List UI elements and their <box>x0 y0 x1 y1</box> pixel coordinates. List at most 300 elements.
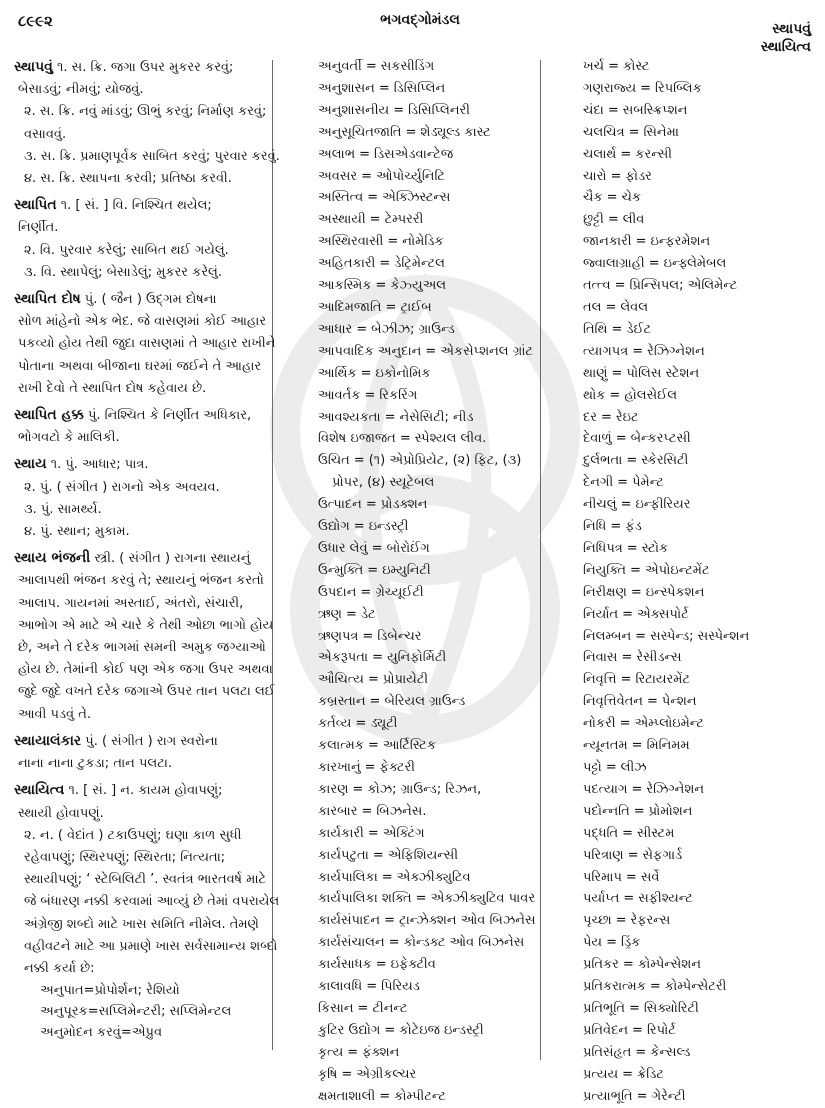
right-column <box>583 56 821 1108</box>
term-gujarati: આવશ્યકતા <box>318 409 381 425</box>
glossary-row <box>318 757 566 779</box>
term-gujarati: દુર્લભતા <box>583 453 623 469</box>
term-english-transliteration: એમ્પ્લોઇમેન્ટ <box>634 716 704 732</box>
equals-sign: = <box>347 1044 359 1060</box>
term-gujarati: પર્યાપ્ત <box>583 891 620 907</box>
term-english-transliteration: બોરોઈંગ <box>386 540 430 556</box>
term-english-transliteration: સસ્પેન્ડ; સસ્પેન્શન <box>650 628 750 644</box>
entry-sense: ૪. સ. ક્રિ. સ્થાપના કરવી; પ્રતિષ્ઠા કરવી. <box>24 171 232 187</box>
term-english-transliteration: કરન્સી <box>635 146 672 162</box>
equals-sign: = <box>367 190 379 206</box>
equals-sign: = <box>630 562 641 578</box>
term-gujarati: ઉદ્યોગ <box>318 519 350 535</box>
equals-sign: = <box>611 321 623 337</box>
glossary-row <box>583 604 821 626</box>
term-english-transliteration: એફિશિયન્સી <box>387 847 459 863</box>
term-gujarati: દર <box>583 409 597 425</box>
term-gujarati: પ્રતિભૂતિ <box>583 1000 625 1016</box>
equals-sign: = <box>611 365 623 381</box>
term-gujarati: અસ્થાયી <box>318 212 366 228</box>
running-title: ભગવદ્ગોમંડલ <box>380 12 460 28</box>
equals-sign: = <box>620 497 632 513</box>
term-english-transliteration: પિરિયડ <box>381 979 420 995</box>
glossary-row <box>318 976 566 998</box>
entry-first-line <box>14 453 282 476</box>
term-english-transliteration: કેઝ્યુઅલ <box>390 278 447 294</box>
term-gujarati: થોક <box>583 387 606 403</box>
glossary-row <box>583 713 821 735</box>
term-gujarati: પ્રતિવેદન <box>583 1022 629 1038</box>
term-english-transliteration: પ્રોડક્શન <box>380 497 428 513</box>
term-gujarati: અનુશાસન <box>318 80 375 96</box>
equals-sign: = <box>632 1022 643 1038</box>
term-gujarati: ઋણપત્ર <box>318 628 359 644</box>
glossary-row <box>583 998 821 1020</box>
equals-sign: = <box>601 409 612 425</box>
term-english-transliteration: કોમ્પીટન્ટ <box>394 1088 446 1104</box>
glossary-row <box>583 910 821 932</box>
term-gujarati: નિયુક્તિ <box>583 562 627 578</box>
glossary-row <box>583 209 821 231</box>
entry-first-line <box>14 404 282 427</box>
term-gujarati: અહિતકારી <box>318 256 376 272</box>
equals-sign: = <box>379 1088 391 1104</box>
equals-sign: = <box>399 431 411 447</box>
equals-sign: = <box>120 1025 132 1041</box>
entry-definition-cont: આલાપથી ભંજન કરવું તે; સ્થાયનું ભંજન કરતો આલાપ. ગાયનમાં અસ્તાઈ, અંતરો, સંચારી, આભોગ એ માટે એ ચારે કે તેથી ઓછા ભાગો હોય છે, અને તે દરેક ભાગમાં સમની અમુક જગ્યાઓ હોય છે. તેમાંની કોઈ પણ એક જગા ઉપર અથવા જુદે જુદે વખતે દરેક જગાએ ઉપર તાન પલટા લઈ આવી પડવું તે. <box>18 573 275 722</box>
term-english-transliteration: કોટેઇજ ઇન્ડસ્ટ્રી <box>399 1022 484 1038</box>
glossary-row <box>318 122 566 144</box>
glossary-row <box>583 647 821 669</box>
glossary-row <box>318 626 566 648</box>
term-english-transliteration: સર્વે <box>640 869 660 885</box>
equals-sign: = <box>388 935 400 951</box>
term-gujarati: દેવાળું <box>583 431 612 447</box>
term-english-transliteration: ડેઈટ <box>626 321 652 337</box>
entry-sense: ૨. ન. ( વેદાંત ) ટકાઉપણું; ઘણા કાળ સુધી રહેવાપણું; સ્થિરપણું; સ્થિરતા; નિત્યતા; સ્થાયીપણું; ‘ સ્ટેબિલિટી ’. સ્વતંત્ર ભારતવર્ષ માટે જે બંધારણ નક્કી કરવામાં આવ્યું છે તેમાં વપરાયેલ અંગ્રેજી શબ્દો માટે ખાસ સમિતિ નીમેલ. તેમણે વહીવટને માટે આ પ્રમાણે ખાસ સર્વસામાન્ય શબ્દો નક્કી કર્યા છે: <box>24 827 280 976</box>
middle-column <box>318 56 566 1108</box>
entry-definition: ૧. સ. ક્રિ. જગા ઉપર મુકરર કરવું; <box>57 60 234 75</box>
term-english-transliteration: ઇકોનોમિક <box>375 365 431 381</box>
term-gujarati: ખર્ચ <box>583 59 605 74</box>
term-gujarati: પ્રતિસંહૃત <box>583 1044 632 1060</box>
glossary-row <box>583 867 821 889</box>
term-english-transliteration: રેઇટ <box>615 409 639 425</box>
term-gujarati: ઉન્મુક્તિ <box>318 562 364 578</box>
term-gujarati: ક્ષમતાશાલી <box>318 1088 376 1104</box>
term-gujarati: કલાત્મક <box>318 738 364 754</box>
glossary-row <box>583 932 821 954</box>
term-gujarati: કૃત્ય <box>318 1044 344 1060</box>
entry-headword: સ્થાપવું <box>14 59 53 75</box>
term-english-transliteration: એક્સપોર્ટ <box>636 606 689 622</box>
term-equivalent <box>14 1022 282 1043</box>
glossary-row <box>318 691 566 713</box>
glossary-row <box>318 888 566 910</box>
term-english-transliteration: રેઝિગ્નેશન <box>647 343 705 359</box>
equals-sign: = <box>648 256 660 272</box>
glossary-row <box>583 823 821 845</box>
glossary-row <box>318 56 566 78</box>
term-gujarati: નિવૃત્તિવેતન <box>583 694 643 710</box>
entry-first-line <box>14 547 282 570</box>
term-gujarati: કર્તવ્ય <box>318 716 352 732</box>
term-gujarati: ઉધાર લેવું <box>318 540 368 556</box>
equals-sign: = <box>367 738 379 754</box>
term-english-transliteration: ઇફેક્ટીવ <box>390 957 436 973</box>
term-english-transliteration: કોમ્પેન્સેટરી <box>664 979 727 995</box>
equals-sign: = <box>647 694 658 710</box>
term-english-transliteration: સ્ટોક <box>641 540 669 556</box>
term-english-transliteration: કોસ્ટ <box>623 59 650 74</box>
glossary-row <box>583 494 821 516</box>
glossary-row <box>583 976 821 998</box>
equals-sign: = <box>372 650 383 666</box>
term-gujarati: કાર્યસાધક <box>318 957 372 973</box>
term-gujarati: આધાર <box>318 321 353 337</box>
equals-sign: = <box>353 519 365 535</box>
term-gujarati: ત્યાગપત્ર <box>583 343 629 359</box>
term-english-transliteration: ટ્રાન્ઝેક્શન ઓવ બિઝનેસ <box>399 913 536 929</box>
glossary-row <box>583 363 821 385</box>
term-gujarati: પ્રતિકર <box>583 957 619 973</box>
equals-sign: = <box>617 475 629 491</box>
glossary-row <box>583 538 821 560</box>
term-english-transliteration: ડ્યૂટી <box>370 716 398 732</box>
entry-headword: સ્થાય <box>14 456 47 473</box>
term-english-transliteration: નેસેસિટી; નીડ <box>399 409 474 425</box>
term-english-transliteration: સ્પેશ્યલ લીવ. <box>414 431 487 447</box>
glossary-row <box>583 56 821 78</box>
glossary-row <box>583 472 821 494</box>
term-gujarati: નિલમ્બન <box>583 628 632 644</box>
equals-sign: = <box>375 957 387 973</box>
equals-sign: = <box>622 957 634 973</box>
equals-sign: = <box>345 606 357 622</box>
dictionary-entry <box>14 453 282 543</box>
equals-sign: = <box>627 847 639 863</box>
term-gujarati: આપવાદિક અનુદાન <box>318 343 422 359</box>
term-english-transliteration: લેવલ <box>620 299 649 315</box>
term-gujarati: ઉચિત <box>318 453 350 469</box>
term-gujarati: ન્યૂનતમ <box>583 738 628 754</box>
term-gujarati: ચારો <box>583 168 607 184</box>
term-gujarati: પરિમાપ <box>583 869 622 885</box>
term-english-transliteration: સપ્લિમેન્ટરી; સપ્લિમેન્ટલ <box>98 1004 232 1020</box>
equals-sign: = <box>609 387 621 403</box>
entry-headword: સ્થાપિત હક્ક <box>14 407 84 424</box>
glossary-row <box>318 647 566 669</box>
glossary-row <box>318 166 566 188</box>
term-gujarati: ઉપદાન <box>318 584 357 600</box>
term-gujarati: અસ્તિત્વ <box>318 190 364 206</box>
term-gujarati: નિવાસ <box>583 650 618 666</box>
term-gujarati: ઔચિત્ય <box>318 672 364 688</box>
equals-sign: = <box>625 869 637 885</box>
glossary-row <box>318 1042 566 1064</box>
term-english-transliteration: ચેક <box>621 190 642 206</box>
term-gujarati: કાલાવધિ <box>318 979 363 995</box>
entry-first-line <box>14 730 282 753</box>
term-gujarati: નોકરી <box>583 716 616 732</box>
equals-sign: = <box>635 628 647 644</box>
term-gujarati: એકરૂપતા <box>318 650 369 666</box>
equals-sign: = <box>87 1004 99 1020</box>
entry-headword: સ્થાયાલંકાર <box>14 732 82 749</box>
equals-sign: = <box>610 168 622 184</box>
term-gujarati: ચલચિત્ર <box>583 124 625 140</box>
term-gujarati: જાનકારી <box>583 234 632 250</box>
equals-sign: = <box>635 234 647 250</box>
equals-sign: = <box>361 168 372 184</box>
glossary-row <box>583 319 821 341</box>
term-gujarati: પ્રત્યય <box>583 1066 619 1082</box>
term-gujarati: નિરીક્ષણ <box>583 584 627 600</box>
term-english-transliteration: ઇન્ફ્લેમેબલ <box>663 256 727 272</box>
term-gujarati: નિધિ <box>583 519 607 535</box>
term-gujarati: કાર્યપટુતા <box>318 847 369 863</box>
term-english-transliteration: ડિસએડવાન્ટેજ <box>374 146 454 162</box>
term-gujarati: કાર્યપાલિકા શક્તિ <box>318 891 412 907</box>
equals-sign: = <box>385 299 397 315</box>
term-gujarati: અવસર <box>318 168 358 184</box>
term-english-transliteration: રિકરિંગ <box>379 387 418 403</box>
equals-sign: = <box>628 1000 640 1016</box>
entry-definition: સ્ત્રી. ( સંગીત ) રાગના સ્થાયનું <box>94 551 251 567</box>
glossary-row <box>318 78 566 100</box>
term-gujarati: અનુપૂરક <box>40 1004 88 1020</box>
term-gujarati: થાણું <box>583 365 608 381</box>
entry-definition-cont: નાના નાના ટુકડા; તાન પલટા. <box>18 756 173 772</box>
entry-definition: પું. ( જૈન ) ઉદ્ગમ દોષના <box>84 292 217 308</box>
term-gujarati: કાર્યસંપાદન <box>318 913 381 929</box>
equals-sign: = <box>649 979 661 995</box>
glossary-row <box>583 1064 821 1086</box>
term-english-transliteration: ડેટ <box>360 606 376 622</box>
equals-sign: = <box>362 628 374 644</box>
glossary-row <box>318 1064 566 1086</box>
equals-sign: = <box>615 913 627 929</box>
term-gujarati: કબ્રસ્તાન <box>318 694 366 710</box>
glossary-row <box>318 998 566 1020</box>
term-gujarati: ઋણ <box>318 606 342 622</box>
equals-sign: = <box>357 1000 369 1016</box>
page-header <box>0 8 825 56</box>
equals-sign: = <box>640 80 652 96</box>
term-english-transliteration: રિપબ્લિક <box>655 80 702 96</box>
term-english-transliteration: ટ્રાઈબ <box>400 299 432 315</box>
equals-sign: = <box>606 190 618 206</box>
term-english-transliteration: એક્ઝીક્યુટિવ પાવર <box>430 891 536 907</box>
term-english-transliteration: એગ્રીકલ્ચર <box>356 1066 417 1082</box>
glossary-row <box>318 231 566 253</box>
term-gujarati: કાર્યસંચાલન <box>318 935 385 951</box>
term-gujarati: નીચલું <box>583 497 617 513</box>
term-english-transliteration: ટીનન્ટ <box>372 1000 408 1016</box>
glossary-row <box>583 735 821 757</box>
term-english-transliteration: ડિબેન્ચર <box>377 628 422 644</box>
term-english-transliteration: બિઝનેસ. <box>376 803 427 819</box>
term-english-transliteration: ડ્રિંક <box>621 935 641 951</box>
equals-sign: = <box>369 694 381 710</box>
dictionary-entry <box>14 779 282 1043</box>
equals-sign: = <box>621 650 633 666</box>
glossary-row <box>583 516 821 538</box>
glossary-row <box>318 669 566 691</box>
term-gujarati: તલ <box>583 299 602 315</box>
entry-headword: સ્થાય ભંજની <box>14 550 91 567</box>
glossary-row <box>583 122 821 144</box>
term-gujarati: કુટિર ઉદ્યોગ <box>318 1022 381 1038</box>
term-gujarati: તિથિ <box>583 321 608 337</box>
glossary-row <box>583 407 821 429</box>
equals-sign: = <box>369 212 381 228</box>
entry-sense: ૩. સ. ક્રિ. પ્રમાણપૂર્વક સાબિત કરવું; પુરવાર કરવું. <box>24 148 280 164</box>
term-gujarati: કારખાનું <box>318 760 361 775</box>
term-english-transliteration: ઇમ્યુનિટી <box>382 562 431 578</box>
entry-first-line <box>14 194 282 217</box>
term-english-transliteration: એક્ઝીક્યુટિવ <box>396 869 471 885</box>
term-english-transliteration: ડિસિપ્લિનરી <box>408 102 470 118</box>
glossary-row <box>583 669 821 691</box>
term-english-transliteration: એકસેપ્શનલ ગ્રાંટ <box>440 343 533 359</box>
term-english-transliteration: એપ્રુવ <box>131 1025 163 1041</box>
term-gujarati: ચૈક <box>583 190 603 206</box>
glossary-row <box>318 516 566 538</box>
equals-sign: = <box>605 760 617 775</box>
term-gujarati: નિવૃત્તિ <box>583 672 617 688</box>
glossary-row <box>318 801 566 823</box>
guide-word-last: સ્થાયિત્વ <box>760 39 811 55</box>
term-gujarati: કારબાર <box>318 803 358 819</box>
glossary-row <box>318 144 566 166</box>
term-equivalent <box>14 1001 282 1022</box>
glossary-row <box>583 341 821 363</box>
glossary-row <box>583 691 821 713</box>
glossary-row <box>318 604 566 626</box>
entry-definition: ૧. પું. આધાર; પાત્ર. <box>50 457 149 473</box>
entry-sense: ૨. સ. ક્રિ. નવું માંડવું; ઊભું કરવું; નિર્માણ કરવું; વસાવવું. <box>24 104 267 142</box>
entry-definition-cont: નિર્ણીત. <box>18 220 59 236</box>
term-gujarati: પ્રતિકરાત્મક <box>583 979 646 995</box>
equals-sign: = <box>622 606 633 622</box>
glossary-row <box>318 582 566 604</box>
equals-sign: = <box>631 781 643 797</box>
entry-first-line <box>14 779 282 802</box>
entry-definition: પું. ( સંગીત ) રાગ સ્વરોના <box>85 733 218 749</box>
term-gujarati: તત્ત્વ <box>583 278 611 294</box>
term-gujarati: નિધિપત્ર <box>583 540 623 556</box>
equals-sign: = <box>633 803 645 819</box>
glossary-row <box>318 385 566 407</box>
equals-sign: = <box>610 519 622 535</box>
guide-words <box>761 20 811 56</box>
entry-headword: સ્થાપિત <box>14 197 57 214</box>
term-gujarati: ગણરાજ્ય <box>583 80 637 96</box>
glossary-row <box>583 845 821 867</box>
glossary-row <box>583 428 821 450</box>
equals-sign: = <box>365 59 377 74</box>
equals-sign: = <box>605 299 617 315</box>
entry-definition: ૧. [ સં. ] વિ. નિશ્ચિત થયેલ; <box>60 198 212 214</box>
glossary-row <box>318 494 566 516</box>
glossary-row <box>318 713 566 735</box>
equals-sign: = <box>387 234 399 250</box>
term-gujarati: કૃષિ <box>318 1066 338 1082</box>
entry-definition-cont: સ્થાયી હોવાપણું. <box>18 805 104 821</box>
glossary-row <box>318 954 566 976</box>
equals-sign: = <box>372 847 384 863</box>
glossary-row <box>583 187 821 209</box>
glossary-row <box>583 582 821 604</box>
term-english-transliteration: રિટાયરમેંટ <box>635 672 691 688</box>
glossary-row <box>318 735 566 757</box>
glossary-row <box>318 845 566 867</box>
term-equivalent <box>14 980 282 1001</box>
glossary-row <box>318 779 566 801</box>
glossary-row <box>583 757 821 779</box>
glossary-row <box>583 231 821 253</box>
term-english-transliteration: સકસીડિંગ <box>380 59 435 74</box>
term-english-transliteration: ઓપોર્ચ્યુનિટિ <box>375 168 445 184</box>
equals-sign: = <box>355 716 367 732</box>
equals-sign: = <box>367 825 379 841</box>
equals-sign: = <box>352 781 364 797</box>
glossary-row <box>318 910 566 932</box>
equals-sign: = <box>425 343 437 359</box>
glossary-row <box>318 363 566 385</box>
term-english-transliteration: પ્રોમોશન <box>648 803 693 819</box>
term-gujarati: પદોન્નતિ <box>583 803 630 819</box>
term-english-transliteration: ડેટ્રિમેન્ટલ <box>394 256 445 272</box>
equals-sign: = <box>620 672 632 688</box>
term-english-transliteration: (૧) એપ્રોપ્રિયેટ, (૨) ફિટ, (૩) <box>368 453 522 469</box>
term-english-transliteration: સીસ્ટમ <box>636 825 675 841</box>
glossary-row <box>318 407 566 429</box>
equals-sign: = <box>360 584 372 600</box>
equals-sign: = <box>608 59 619 74</box>
term-english-transliteration: ઇન્ફરમેશન <box>650 234 711 250</box>
equals-sign: = <box>364 760 376 775</box>
glossary-row <box>583 275 821 297</box>
term-english-transliteration: લીવ <box>622 212 645 228</box>
equals-sign: = <box>83 983 95 999</box>
glossary-row <box>318 275 566 297</box>
glossary-row <box>583 166 821 188</box>
term-gujarati: ચલાર્થ <box>583 146 617 162</box>
equals-sign: = <box>622 1066 634 1082</box>
term-gujarati: પદત્યાગ <box>583 781 628 797</box>
entry-first-line <box>14 56 282 79</box>
equals-sign: = <box>626 453 638 469</box>
equals-sign: = <box>622 825 633 841</box>
equals-sign: = <box>366 979 378 995</box>
equals-sign: = <box>379 256 391 272</box>
term-gujarati: જ્વાલાગ્રાહી <box>583 256 645 272</box>
term-english-transliteration: ઇન્ડસ્ટ્રી <box>368 519 409 535</box>
term-gujarati: છુટ્ટી <box>583 212 604 228</box>
term-english-transliteration: સિનેમા <box>643 124 679 140</box>
glossary-row <box>583 1086 821 1108</box>
term-english-transliteration: રિપોર્ટ <box>646 1022 676 1038</box>
glossary-row <box>318 932 566 954</box>
term-gujarati: આર્થિક <box>318 365 357 381</box>
term-english-transliteration: રેસીડન્સ <box>636 650 682 666</box>
term-english-transliteration: મિનિમમ <box>646 738 690 754</box>
entry-sense: ૨. પું. ( સંગીત ) રાગનો એક અવયવ. <box>24 479 220 495</box>
equals-sign: = <box>359 146 371 162</box>
equals-sign: = <box>375 278 387 294</box>
